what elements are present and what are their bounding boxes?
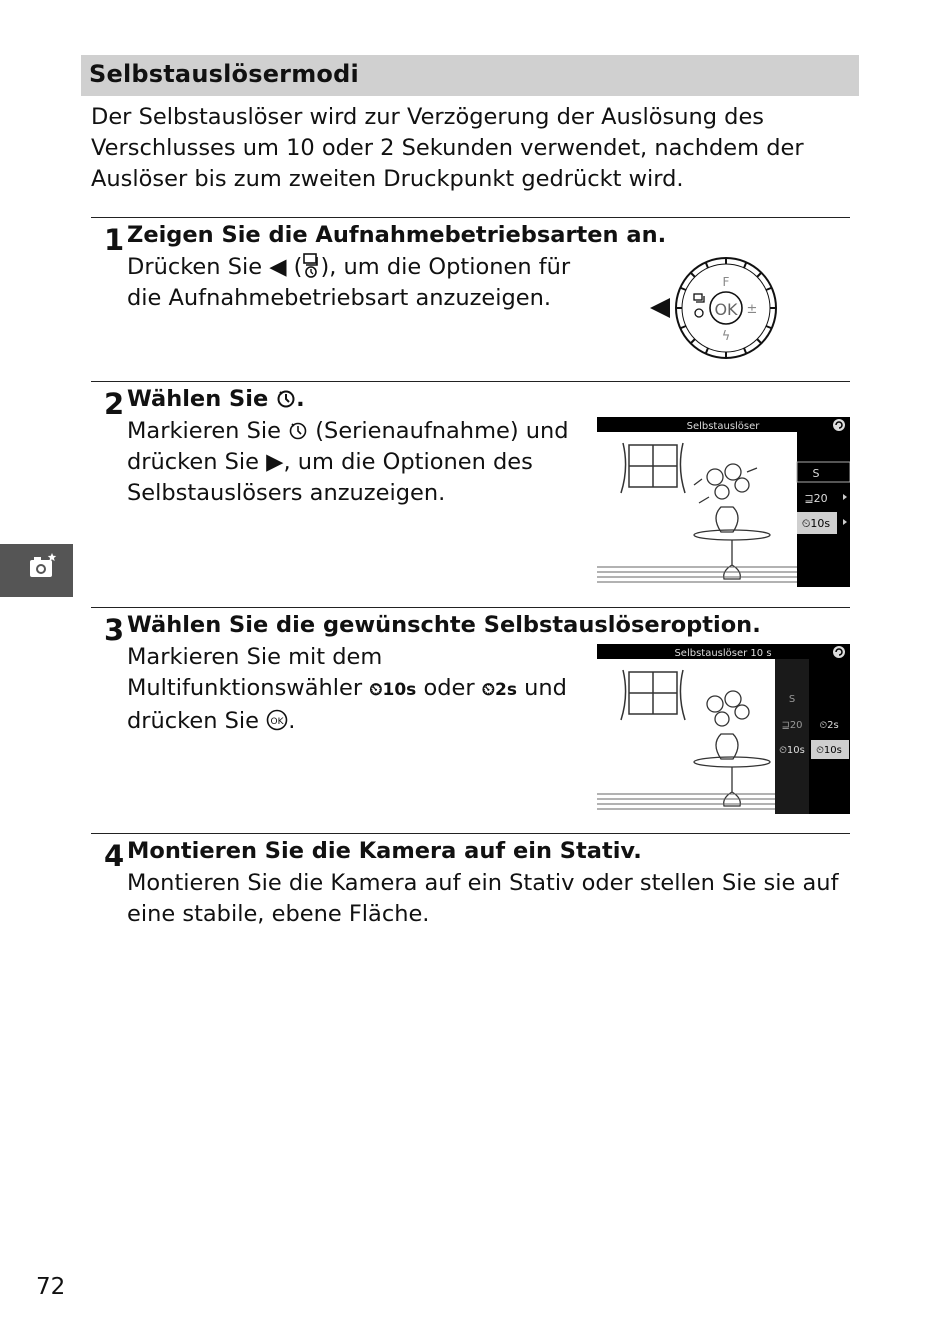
menu-item-continuous: ⊒20: [804, 492, 828, 505]
back-icon: [833, 646, 845, 658]
screen-title: Selbstauslöser: [686, 421, 760, 432]
chapter-tab: [0, 544, 73, 597]
menu-item-continuous: ⊒20: [781, 720, 803, 731]
step-heading-part: .: [296, 386, 305, 412]
step-3: [91, 607, 850, 833]
step-number: 3: [104, 613, 124, 647]
step-number: 2: [104, 387, 124, 421]
release-mode-icon: [302, 253, 320, 279]
step-1: [91, 217, 850, 380]
step-text-part: die Aufnahmebetriebsart anzuzeigen.: [127, 285, 552, 311]
step-text: [127, 642, 567, 737]
step-heading: [127, 386, 305, 412]
step-text-part: Markieren Sie mit dem: [127, 644, 383, 670]
multi-selector-dial: [646, 254, 786, 364]
step-number: 1: [104, 223, 124, 257]
step-text-part: Multifunktionswähler: [127, 675, 370, 701]
intro-paragraph: Der Selbstauslöser wird zur Verzögerung der Auslösung des Verschlusses um 10 oder 2 Sekunden verwendet, nachdem der Auslöser bis zum zweiten Druckpunkt gedrückt wird.: [91, 104, 804, 192]
back-icon: [833, 419, 845, 431]
self-timer-2s-icon: ⏲2s: [481, 680, 517, 700]
step-heading: Zeigen Sie die Aufnahmebetriebsarten an.: [127, 222, 667, 248]
option-2s: ⏲2s: [819, 720, 839, 731]
flash-mode-label: F: [722, 275, 730, 289]
menu-item-self-timer-selected: ⏲10s: [801, 517, 831, 530]
self-timer-icon: [288, 420, 308, 440]
menu-item-single-frame: S: [788, 694, 796, 705]
step-text-part: oder: [416, 675, 482, 701]
self-timer-icon: [276, 388, 296, 408]
release-mode-icon: [694, 294, 704, 317]
ok-button-icon: [266, 709, 288, 731]
step-text-part: drücken Sie ▶, um die Optionen des: [127, 449, 533, 475]
svg-text:OK: OK: [270, 717, 284, 727]
option-10s-selected: ⏲10s: [816, 745, 842, 756]
step-text-part: (Serienaufnahme) und: [308, 418, 569, 444]
camera-screen-selbstausloeser-10s: [597, 644, 850, 814]
flash-label: ϟ: [721, 329, 731, 344]
page-number: 72: [36, 1274, 66, 1300]
step-text-part: Markieren Sie: [127, 418, 289, 444]
step-text: [127, 252, 570, 314]
ok-label: OK: [714, 300, 738, 319]
camera-settings-icon: [0, 544, 73, 597]
step-text-part: Drücken Sie ◀ (: [127, 254, 303, 280]
section-title: Selbstauslösermodi: [89, 60, 359, 88]
step-text-part: Selbstauslösers anzuzeigen.: [127, 480, 446, 506]
step-text-part: eine stabile, ebene Fläche.: [127, 901, 430, 927]
step-text-part: und: [516, 675, 567, 701]
screen-title: Selbstauslöser 10 s: [674, 648, 772, 659]
section-title-bar: [81, 55, 859, 96]
step-number: 4: [104, 839, 124, 873]
step-text: [127, 416, 569, 509]
menu-item-single-frame: S: [812, 467, 820, 480]
step-4: [91, 833, 850, 944]
step-text-part: .: [288, 708, 296, 734]
step-2: [91, 381, 850, 607]
step-heading: Wählen Sie die gewünschte Selbstauslöseroption.: [127, 612, 761, 638]
camera-screen-selbstausloeser: [597, 417, 850, 587]
step-heading: Montieren Sie die Kamera auf ein Stativ.: [127, 838, 642, 864]
step-heading-part: Wählen Sie: [127, 386, 277, 412]
left-arrow-icon: [650, 298, 670, 318]
step-text-part: Montieren Sie die Kamera auf ein Stativ oder stellen Sie sie auf: [127, 870, 839, 896]
step-text-part: ), um die Optionen für: [320, 254, 571, 280]
step-text: [127, 868, 839, 930]
exposure-comp-label: ±: [746, 302, 758, 317]
self-timer-10s-icon: ⏲10s: [369, 680, 417, 700]
menu-item-self-timer: ⏲10s: [779, 745, 805, 756]
step-text-part: drücken Sie: [127, 708, 267, 734]
